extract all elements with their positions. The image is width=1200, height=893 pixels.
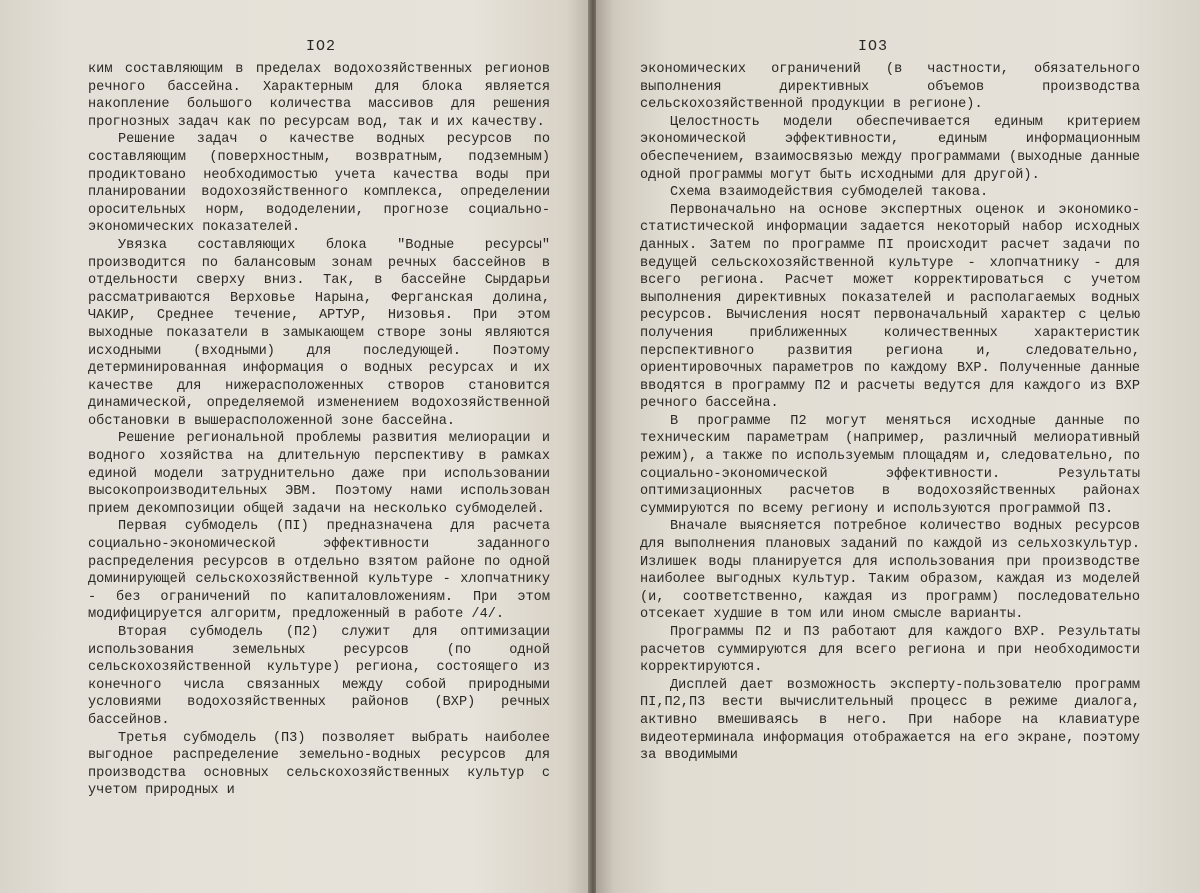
paragraph: Первоначально на основе экспертных оценок и экономико-статистической информации задается некоторый набор исходных данных. Затем по программе ПI происходит расчет задачи по ведущей сельскохозяйственной культуре - хлопчатнику - для всего региона. Расчет может корректироваться с учетом выполнения директивных показателей и располагаемых водных ресурсов. Вычисления носят первоначальный характер с целью получения приближенных количественных характеристик перспективного развития региона и, следовательно, ориентировочных параметров по каждому ВХР. Полученные данные вводятся в программу П2 и расчеты ведутся для каждого из ВХР речного бассейна. xyxy=(640,202,1140,412)
paragraph: Увязка составляющих блока "Водные ресурсы" производится по балансовым зонам речных бассейнов в отдельности сверху вниз. Так, в бассейне Сырдарьи рассматриваются Верховье Нарына, Ферганская долина, ЧАКИР, Среднее течение, АРТУР, Низовья. При этом выходные показатели в замыкающем створе зоны являются исходными (входными) для последующей. Поэтому детерминированная информация о водных ресурсах и их качестве для нижерасположенных створов становится динамической, определяемой изменением водохозяйственной обстановки в вышерасположенной зоне бассейна. xyxy=(88,237,550,429)
left-page xyxy=(0,0,590,893)
paragraph: Дисплей дает возможность эксперту-пользователю программ ПI,П2,П3 вести вычислительный процесс в режиме диалога, активно вмешиваясь в него. При наборе на клавиатуре видеотерминала информация отображается на его экране, поэтому за вводимыми xyxy=(640,677,1140,764)
paragraph: Решение региональной проблемы развития мелиорации и водного хозяйства на длительную перспективу в рамках единой модели затруднительно даже при использовании высокопроизводительных ЭВМ. Поэтому нами использован прием декомпозиции общей задачи на несколько субмоделей. xyxy=(88,431,550,517)
paragraph: Решение задач о качестве водных ресурсов по составляющим (поверхностным, возвратным, подземным) продиктовано необходимостью учета качества воды при планировании водохозяйственного комплекса, определении оросительных норм, вододелении, прогнозе социально-экономических показателей. xyxy=(88,132,550,236)
paragraph: Схема взаимодействия субмоделей такова. xyxy=(670,185,989,201)
paragraph: ким составляющим в пределах водохозяйственных регионов речного бассейна. Характерным для блока является накопление большого количества массивов для решения прогнозных задач как по ресурсам вод, так и их качеству. xyxy=(88,62,550,130)
page-body xyxy=(88,61,550,800)
paragraph: Вторая субмодель (П2) служит для оптимизации использования земельных ресурсов (по одной сельскохозяйственной культуре) региона, состоящего из конечного числа связанных между собой природными условиями водохозяйственных районов (ВХР) речных бассейнов. xyxy=(88,625,550,728)
paragraph: Целостность модели обеспечивается единым критерием экономической эффективности, единым информационным обеспечением, взаимосвязью между программами (выходные данные одной программы могут быть исходными для другой). xyxy=(640,114,1140,183)
right-page xyxy=(596,0,1200,893)
page-body xyxy=(640,61,1140,765)
page-number: IO3 xyxy=(858,38,889,55)
paragraph: Программы П2 и П3 работают для каждого ВХР. Результаты расчетов суммируются для всего региона и при необходимости корректируются. xyxy=(640,625,1140,676)
paragraph: Первая субмодель (ПI) предназначена для расчета социально-экономической эффективности заданного распределения ресурсов в отдельно взятом районе по одной доминирующей сельскохозяйственной культуре - хлопчатнику - без ограничений по капиталовложениям. При этом модифицируется алгоритм, предложенный в работе /4/. xyxy=(88,519,550,623)
paragraph: экономических ограничений (в частности, обязательного выполнения директивных объемов производства сельскохозяйственной продукции в регионе). xyxy=(640,62,1140,113)
paragraph: Вначале выясняется потребное количество водных ресурсов для выполнения плановых заданий по каждой из сельхозкультур. Излишек воды планируется для использования при производстве наиболее выгодных культур. Таким образом, каждая из моделей (и, соответственно, каждая из программ) последовательно отсекает худшие в том или ином смысле варианты. xyxy=(640,519,1140,623)
paragraph: В программе П2 могут меняться исходные данные по техническим параметрам (например, различный мелиоративный режим), а также по используемым площадям и, следовательно, по социально-экономической эффективности. Результаты оптимизационных расчетов в водохозяйственных районах суммируются по всему региону и используются программой П3. xyxy=(640,413,1140,517)
page-number: IO2 xyxy=(306,38,337,55)
paragraph: Третья субмодель (П3) позволяет выбрать наиболее выгодное распределение земельно-водных ресурсов для производства основных сельскохозяйственных культур с учетом природных и xyxy=(88,730,550,799)
